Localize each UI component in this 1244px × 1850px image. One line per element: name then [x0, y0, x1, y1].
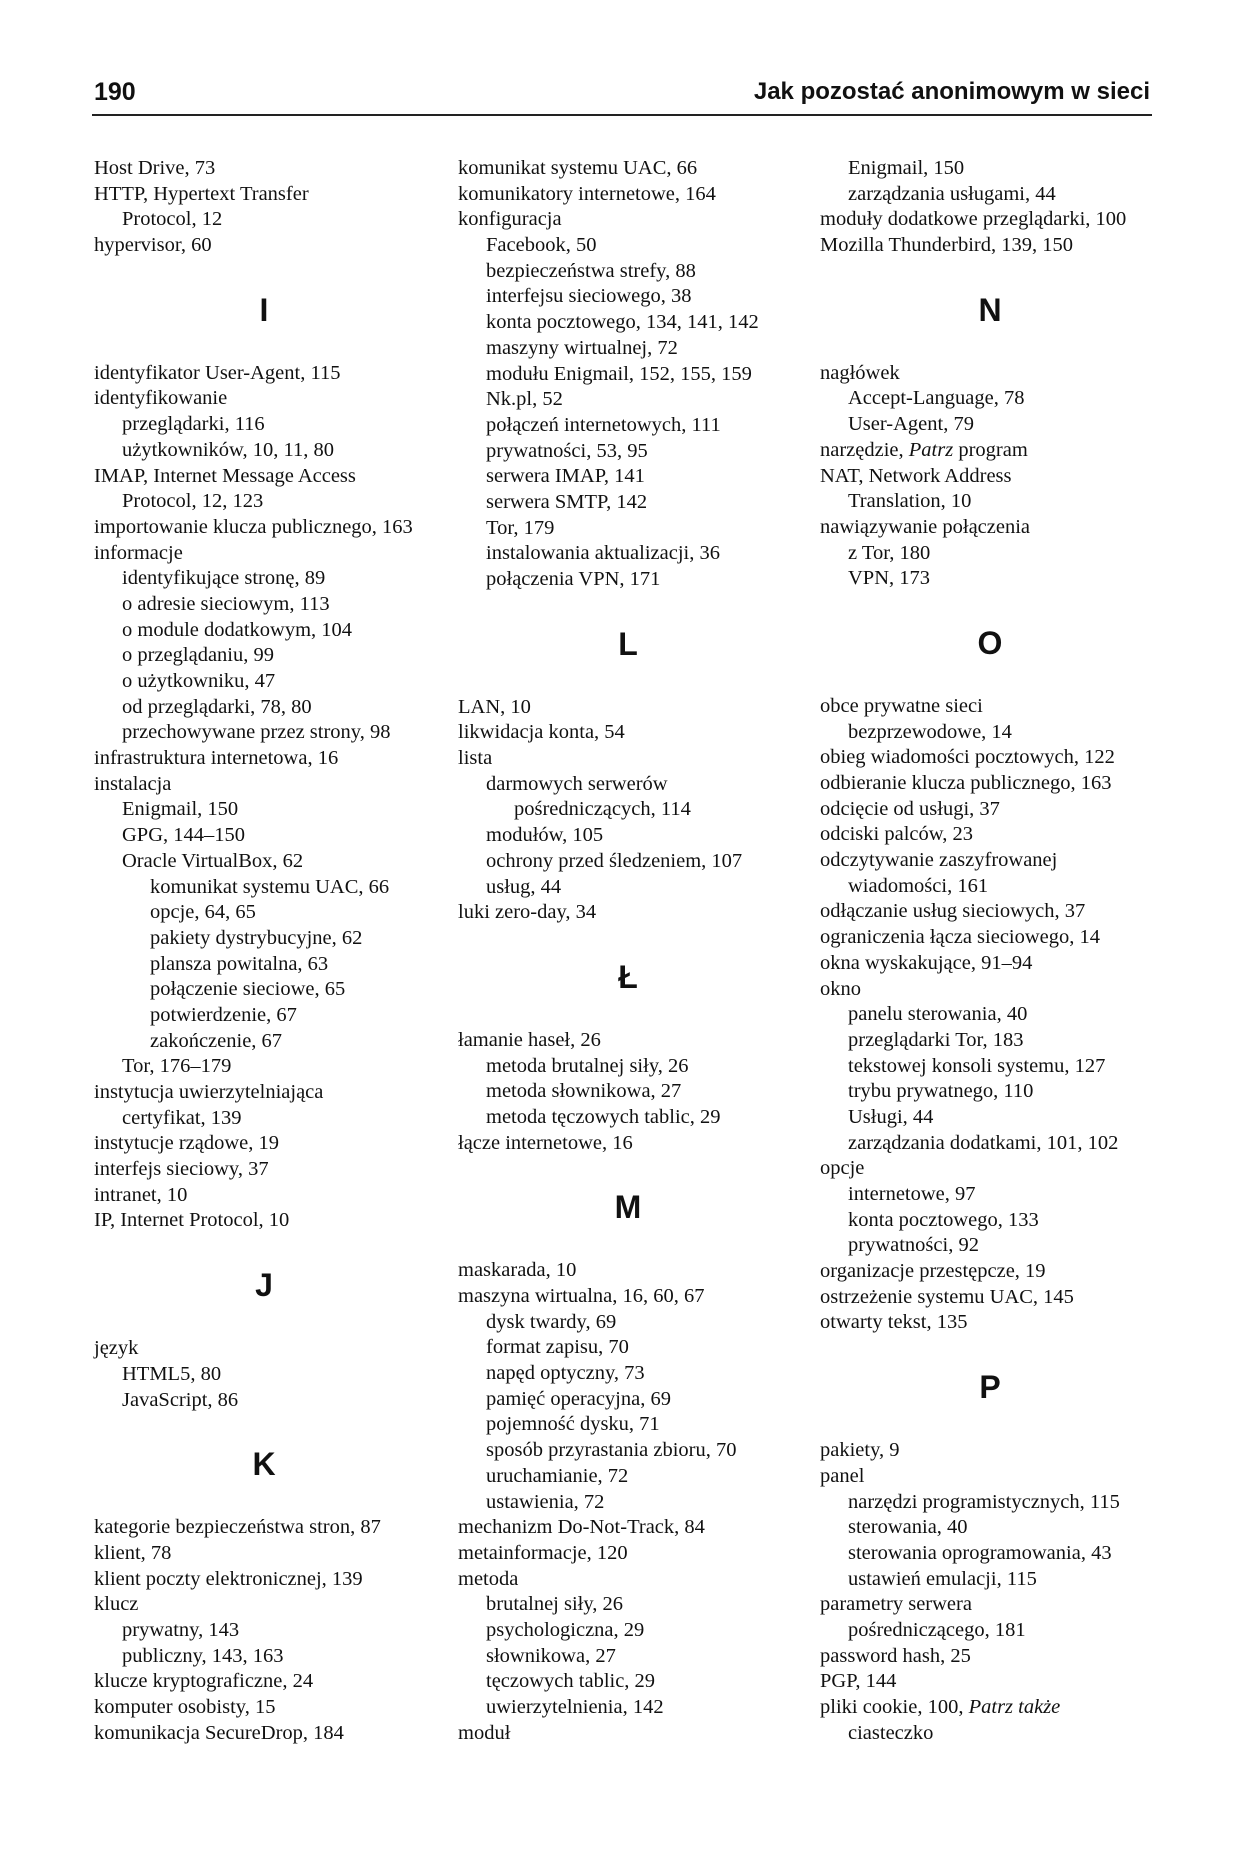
index-entry: password hash, 25 — [820, 1644, 971, 1667]
index-subentry: przechowywane przez strony, 98 — [122, 721, 391, 744]
index-subentry: ciasteczko — [848, 1721, 934, 1744]
index-entry: otwarty tekst, 135 — [820, 1311, 968, 1334]
index-subentry: sterowania, 40 — [848, 1516, 968, 1539]
index-entry: panel — [820, 1464, 865, 1487]
index-entry: mechanizm Do-Not-Track, 84 — [458, 1516, 705, 1539]
index-subentry: uwierzytelnienia, 142 — [486, 1696, 664, 1718]
index-subentry: o przeglądaniu, 99 — [122, 644, 274, 667]
index-subentry: bezprzewodowe, 14 — [848, 720, 1012, 743]
index-entry: klient poczty elektronicznej, 139 — [94, 1567, 363, 1590]
index-subentry: serwera SMTP, 142 — [486, 490, 648, 513]
cross-reference: Patrz także — [968, 1696, 1061, 1718]
index-subentry: Tor, 176–179 — [122, 1055, 232, 1078]
index-subentry: o adresie sieciowym, 113 — [122, 592, 330, 615]
index-entry: klucz — [94, 1593, 139, 1616]
index-entry: nagłówek — [820, 361, 900, 384]
index-subentry: z Tor, 180 — [848, 541, 931, 564]
index-subentry: Usługi, 44 — [848, 1105, 934, 1128]
index-section-letter: P — [979, 1369, 1001, 1406]
page-number: 190 — [94, 78, 136, 106]
index-entry: język — [94, 1337, 139, 1360]
index-subentry: Accept-Language, 78 — [848, 387, 1025, 410]
index-entry: intranet, 10 — [94, 1183, 188, 1206]
index-entry: identyfikowanie — [94, 387, 228, 410]
index-entry: obce prywatne sieci — [820, 694, 983, 717]
index-subentry: Enigmail, 150 — [848, 157, 965, 179]
index-subentry: modułów, 105 — [486, 824, 604, 847]
index-subentry: o module dodatkowym, 104 — [122, 618, 353, 641]
index-subentry: publiczny, 143, 163 — [122, 1644, 284, 1667]
index-entry: moduł — [458, 1721, 511, 1744]
index-subentry: słownikowa, 27 — [486, 1644, 616, 1667]
index-subentry: maszyny wirtualnej, 72 — [486, 336, 678, 359]
index-entry: komunikat systemu UAC, 66 — [458, 157, 698, 179]
index-entry: odbieranie klucza publicznego, 163 — [820, 772, 1112, 794]
index-entry: odłączanie usług sieciowych, 37 — [820, 900, 1086, 923]
index-entry: luki zero-day, 34 — [458, 901, 597, 924]
index-subentry: zakończenie, 67 — [150, 1029, 283, 1052]
index-entry: okna wyskakujące, 91–94 — [820, 951, 1033, 974]
running-title: Jak pozostać anonimowym w sieci — [753, 78, 1150, 105]
index-entry: infrastruktura internetowa, 16 — [94, 747, 339, 770]
index-subentry: trybu prywatnego, 110 — [848, 1080, 1034, 1103]
index-subentry: HTML5, 80 — [122, 1362, 222, 1385]
index-entry: interfejs sieciowy, 37 — [94, 1158, 269, 1181]
index-entry: instytucje rządowe, 19 — [94, 1132, 280, 1155]
index-entry: IMAP, Internet Message Access — [94, 464, 356, 487]
index-entry: ostrzeżenie systemu UAC, 145 — [820, 1285, 1074, 1308]
index-entry: LAN, 10 — [458, 695, 531, 718]
index-subentry: pośredniczących, 114 — [514, 798, 691, 821]
index-entry: narzędzie, Patrz program — [820, 438, 1028, 461]
index-subentry: konta pocztowego, 133 — [848, 1208, 1039, 1231]
index-entry: komunikatory internetowe, 164 — [458, 182, 716, 205]
index-entry: Host Drive, 73 — [94, 157, 216, 179]
index-subentry: interfejsu sieciowego, 38 — [486, 285, 692, 308]
index-subentry: internetowe, 97 — [848, 1183, 976, 1205]
index-subentry: instalowania aktualizacji, 36 — [486, 542, 720, 565]
index-entry: instalacja — [94, 772, 172, 795]
index-subentry: pojemność dysku, 71 — [486, 1413, 660, 1436]
index-subentry: metoda brutalnej siły, 26 — [486, 1054, 689, 1077]
index-subentry: użytkowników, 10, 11, 80 — [122, 438, 335, 461]
index-subentry: Facebook, 50 — [486, 234, 597, 257]
index-subentry: komunikat systemu UAC, 66 — [150, 875, 390, 898]
index-entry: importowanie klucza publicznego, 163 — [94, 515, 413, 538]
index-subentry: tekstowej konsoli systemu, 127 — [848, 1054, 1106, 1077]
index-entry: klucze kryptograficzne, 24 — [94, 1670, 314, 1693]
index-entry: IP, Internet Protocol, 10 — [94, 1209, 290, 1232]
index-column-3 — [820, 156, 1160, 1746]
index-entry: metainformacje, 120 — [458, 1541, 628, 1564]
index-subentry: ochrony przed śledzeniem, 107 — [486, 849, 743, 872]
index-subentry: zarządzania dodatkami, 101, 102 — [848, 1131, 1119, 1154]
index-subentry: darmowych serwerów — [486, 772, 668, 795]
index-section-letter: J — [255, 1267, 273, 1304]
index-entry: instytucja uwierzytelniająca — [94, 1081, 324, 1103]
index-subentry: opcje, 64, 65 — [150, 901, 256, 924]
index-subentry: Enigmail, 150 — [122, 798, 239, 821]
index-subentry: prywatności, 92 — [848, 1234, 979, 1257]
index-subentry: połączeń internetowych, 111 — [486, 413, 721, 436]
index-subentry: certyfikat, 139 — [122, 1106, 242, 1129]
index-section-letter: Ł — [618, 958, 638, 995]
index-subentry: pamięć operacyjna, 69 — [486, 1387, 671, 1410]
index-entry: maszyna wirtualna, 16, 60, 67 — [458, 1285, 705, 1307]
index-subentry: brutalnej siły, 26 — [486, 1593, 624, 1616]
index-entry: hypervisor, 60 — [94, 234, 212, 257]
index-subentry: przeglądarki, 116 — [122, 413, 265, 436]
index-entry: HTTP, Hypertext Transfer — [94, 182, 309, 205]
index-entry: komunikacja SecureDrop, 184 — [94, 1721, 344, 1744]
index-entry: pliki cookie, 100, Patrz także — [820, 1696, 1061, 1718]
index-entry: konfiguracja — [458, 208, 562, 231]
index-entry: odciski palców, 23 — [820, 823, 973, 846]
index-subentry: Protocol, 12, 123 — [122, 490, 264, 513]
index-entry: okno — [820, 977, 861, 1000]
index-subentry: sterowania oprogramowania, 43 — [848, 1541, 1112, 1564]
index-subentry: Nk.pl, 52 — [486, 388, 563, 411]
index-section-letter: I — [259, 291, 269, 328]
index-column-2 — [458, 156, 798, 1746]
cross-reference: Patrz — [908, 438, 954, 461]
index-entry: komputer osobisty, 15 — [94, 1696, 276, 1718]
index-entry: metoda — [458, 1567, 519, 1590]
index-subentry: tęczowych tablic, 29 — [486, 1670, 656, 1693]
index-subentry: bezpieczeństwa strefy, 88 — [486, 259, 696, 282]
index-subentry: napęd optyczny, 73 — [486, 1362, 645, 1385]
index-subentry: GPG, 144–150 — [122, 824, 246, 847]
index-subentry: dysk twardy, 69 — [486, 1310, 617, 1333]
index-subentry: od przeglądarki, 78, 80 — [122, 695, 312, 718]
index-subentry: konta pocztowego, 134, 141, 142 — [486, 311, 759, 334]
index-subentry: metoda tęczowych tablic, 29 — [486, 1105, 721, 1128]
index-subentry: sposób przyrastania zbioru, 70 — [486, 1439, 737, 1462]
index-entry: ograniczenia łącza sieciowego, 14 — [820, 926, 1101, 949]
index-entry: odcięcie od usługi, 37 — [820, 797, 1000, 820]
index-subentry: o użytkowniku, 47 — [122, 670, 276, 692]
index-subentry: połączenie sieciowe, 65 — [150, 978, 346, 1001]
index-entry: Mozilla Thunderbird, 139, 150 — [820, 234, 1073, 257]
index-entry: PGP, 144 — [820, 1670, 897, 1693]
index-subentry: uruchamianie, 72 — [486, 1464, 629, 1487]
index-subentry: potwierdzenie, 67 — [150, 1003, 297, 1026]
index-entry: łącze internetowe, 16 — [458, 1131, 633, 1154]
page-header — [92, 70, 1152, 116]
index-subentry: Protocol, 12 — [122, 208, 223, 231]
index-entry: opcje — [820, 1157, 865, 1180]
index-subentry: Tor, 179 — [486, 516, 555, 539]
index-section-letter: L — [618, 625, 638, 662]
index-subentry: ustawień emulacji, 115 — [848, 1567, 1037, 1590]
index-section-letter: M — [614, 1189, 642, 1226]
index-subentry: pośredniczącego, 181 — [848, 1618, 1026, 1641]
index-section-letter: K — [252, 1446, 276, 1483]
index-entry: nawiązywanie połączenia — [820, 515, 1031, 538]
index-entry: moduły dodatkowe przeglądarki, 100 — [820, 208, 1127, 231]
index-subentry: modułu Enigmail, 152, 155, 159 — [486, 362, 752, 385]
index-entry: klient, 78 — [94, 1541, 172, 1564]
index-section-letter: O — [977, 624, 1003, 661]
index-subentry: prywatny, 143 — [122, 1618, 240, 1641]
index-subentry: identyfikujące stronę, 89 — [122, 567, 326, 590]
index-subentry: zarządzania usługami, 44 — [848, 182, 1056, 205]
index-subentry: plansza powitalna, 63 — [150, 952, 329, 975]
index-entry: parametry serwera — [820, 1593, 972, 1616]
index-column-1 — [94, 156, 434, 1746]
index-subentry: wiadomości, 161 — [848, 874, 989, 897]
index-subentry: VPN, 173 — [848, 567, 931, 590]
index-entry: likwidacja konta, 54 — [458, 721, 625, 744]
index-subentry: Oracle VirtualBox, 62 — [122, 849, 304, 872]
index-subentry: JavaScript, 86 — [122, 1388, 239, 1411]
index-subentry: ustawienia, 72 — [486, 1490, 605, 1513]
index-entry: odczytywanie zaszyfrowanej — [820, 849, 1058, 872]
index-subentry: przeglądarki Tor, 183 — [848, 1028, 1024, 1051]
index-subentry: format zapisu, 70 — [486, 1336, 629, 1359]
index-entry: łamanie haseł, 26 — [458, 1028, 601, 1051]
index-entry: kategorie bezpieczeństwa stron, 87 — [94, 1516, 381, 1539]
index-subentry: Translation, 10 — [848, 490, 972, 513]
index-entry: organizacje przestępcze, 19 — [820, 1260, 1046, 1283]
index-entry: maskarada, 10 — [458, 1259, 577, 1282]
index-subentry: połączenia VPN, 171 — [486, 568, 661, 590]
index-subentry: narzędzi programistycznych, 115 — [848, 1490, 1120, 1513]
index-subentry: metoda słownikowa, 27 — [486, 1080, 682, 1103]
index-entry: obieg wiadomości pocztowych, 122 — [820, 746, 1115, 769]
index-entry: pakiety, 9 — [820, 1439, 900, 1462]
index-entry: lista — [458, 747, 493, 770]
index-entry: identyfikator User-Agent, 115 — [94, 361, 341, 384]
index-entry: informacje — [94, 541, 183, 564]
index-subentry: panelu sterowania, 40 — [848, 1003, 1028, 1026]
index-section-letter: N — [978, 291, 1002, 328]
index-subentry: prywatności, 53, 95 — [486, 439, 648, 462]
index-subentry: usług, 44 — [486, 875, 562, 898]
index-subentry: pakiety dystrybucyjne, 62 — [150, 926, 363, 949]
index-subentry: serwera IMAP, 141 — [486, 465, 645, 488]
index-subentry: psychologiczna, 29 — [486, 1618, 645, 1641]
index-entry: NAT, Network Address — [820, 464, 1012, 487]
index-subentry: User-Agent, 79 — [848, 413, 974, 436]
